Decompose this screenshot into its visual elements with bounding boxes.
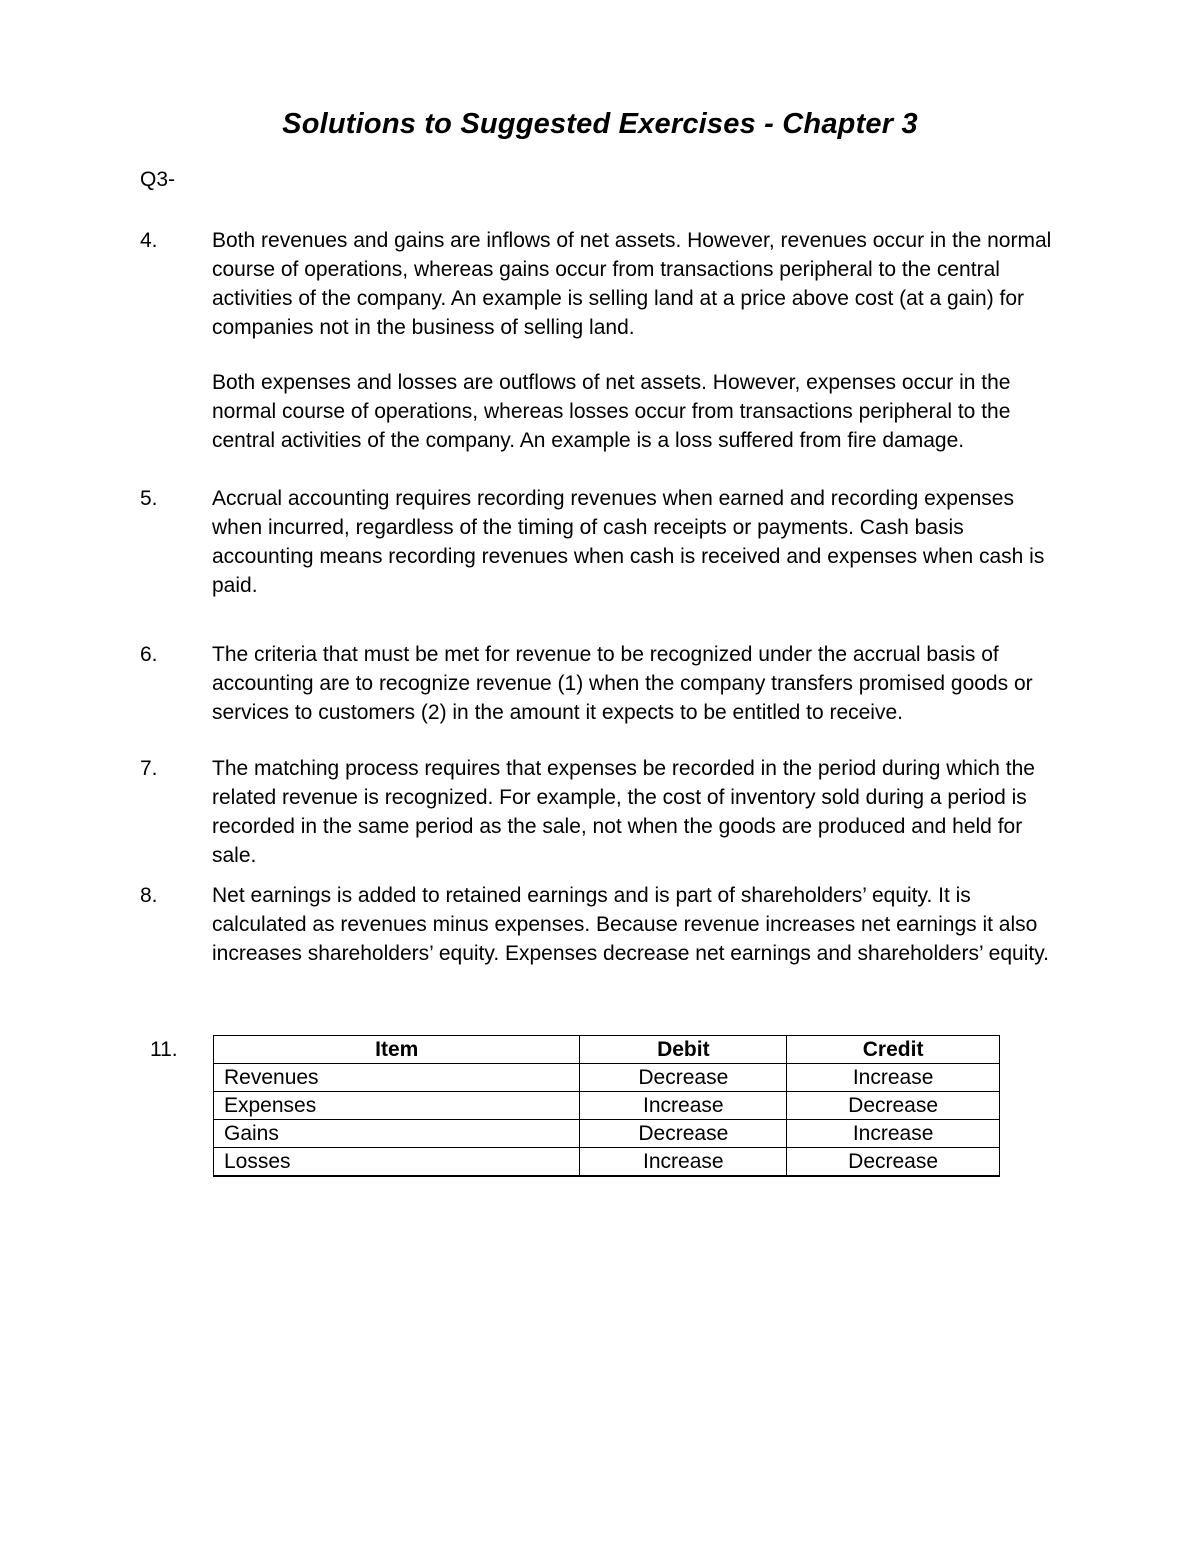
answer-number: 6. xyxy=(140,643,158,666)
answer-body xyxy=(212,754,1070,870)
answer-paragraph: The matching process requires that expenses be recorded in the period during which the related revenue is recognized. For example, the cost of inventory sold during a period is recorded in the same period as the sale, not when the goods are produced and held for sale. xyxy=(212,757,1035,867)
table-cell: Losses xyxy=(214,1148,580,1177)
table-cell: Revenues xyxy=(214,1064,580,1092)
table-cell: Decrease xyxy=(787,1148,1000,1177)
answer-4 xyxy=(140,226,1070,455)
answer-number: 8. xyxy=(140,884,158,907)
table-cell: Increase xyxy=(580,1148,787,1177)
answer-5 xyxy=(140,484,1070,600)
debit-credit-table xyxy=(213,1035,1000,1177)
table-cell: Expenses xyxy=(214,1092,580,1120)
table-cell: Decrease xyxy=(580,1120,787,1148)
answer-8 xyxy=(140,881,1070,968)
answer-6 xyxy=(140,640,1070,727)
answer-paragraph: Both expenses and losses are outflows of net assets. However, expenses occur in the normal course of operations, whereas losses occur from transactions peripheral to the central activities of the company. An example is a loss suffered from fire damage. xyxy=(212,371,1011,452)
answer-body xyxy=(212,226,1070,455)
table-cell: Gains xyxy=(214,1120,580,1148)
table-cell: Decrease xyxy=(787,1092,1000,1120)
column-header: Debit xyxy=(580,1036,787,1064)
answer-number: 7. xyxy=(140,757,158,780)
answer-paragraph: The criteria that must be met for revenue to be recognized under the accrual basis of accounting are to recognize revenue (1) when the company transfers promised goods or services to customers (2) in the amount it expects to be entitled to receive. xyxy=(212,643,1033,724)
answer-paragraph: Net earnings is added to retained earnings and is part of shareholders’ equity. It is calculated as revenues minus expenses. Because revenue increases net earnings it also increases shareholders’ equity. Expenses decrease net earnings and shareholders’ equity. xyxy=(212,884,1049,965)
answer-number: 5. xyxy=(140,487,158,510)
table-row xyxy=(214,1092,1000,1120)
answer-number: 4. xyxy=(140,229,158,252)
table-cell: Increase xyxy=(580,1092,787,1120)
table-cell: Increase xyxy=(787,1120,1000,1148)
answer-body xyxy=(212,484,1070,600)
table-header-row xyxy=(214,1036,1000,1064)
table-row xyxy=(214,1148,1000,1177)
table-row xyxy=(214,1120,1000,1148)
column-header: Item xyxy=(214,1036,580,1064)
column-header: Credit xyxy=(787,1036,1000,1064)
table-row xyxy=(214,1064,1000,1092)
section-label: Q3- xyxy=(140,168,176,191)
answer-7 xyxy=(140,754,1070,870)
page-title: Solutions to Suggested Exercises - Chapter 3 xyxy=(282,108,918,140)
answer-paragraph: Both revenues and gains are inflows of net assets. However, revenues occur in the normal course of operations, whereas gains occur from transactions peripheral to the central activities of the company. An example is selling land at a price above cost (at a gain) for companies not in the business of selling land. xyxy=(212,229,1052,339)
table-cell: Increase xyxy=(787,1064,1000,1092)
answer-number: 11. xyxy=(150,1038,178,1061)
answer-body xyxy=(212,640,1070,727)
answer-paragraph: Accrual accounting requires recording revenues when earned and recording expenses when incurred, regardless of the timing of cash receipts or payments. Cash basis accounting means recording revenues when cash is received and expenses when cash is paid. xyxy=(212,487,1045,597)
answer-body xyxy=(212,881,1070,968)
table-cell: Decrease xyxy=(580,1064,787,1092)
